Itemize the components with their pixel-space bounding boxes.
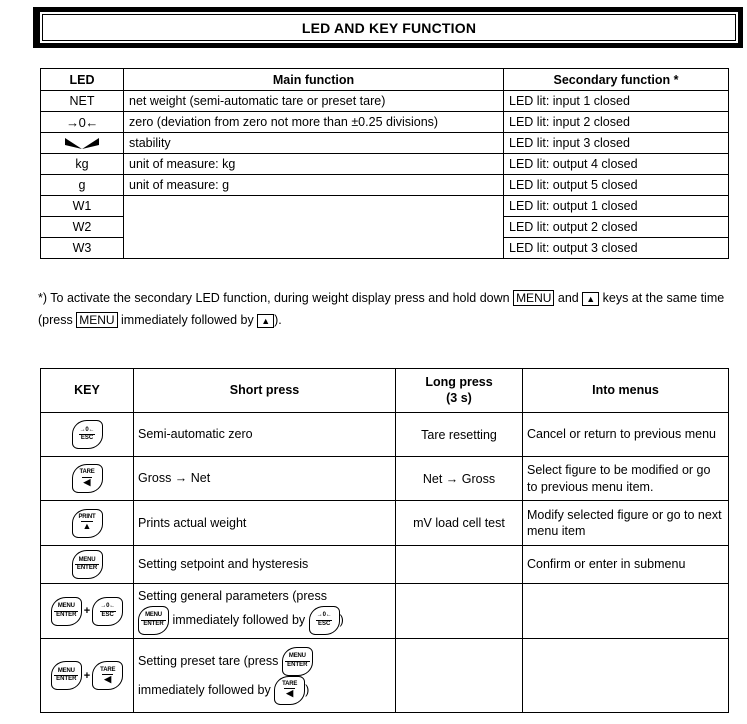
print-key-top-label: PRINT xyxy=(78,513,96,520)
menu-enter-key-icon xyxy=(51,661,82,690)
led-name-zero: →0← xyxy=(41,112,124,133)
table-row xyxy=(41,457,729,501)
table-row xyxy=(41,413,729,457)
table-row xyxy=(41,112,729,133)
footnote-text: immediately followed by xyxy=(117,312,258,327)
led-main-kg: unit of measure: kg xyxy=(124,154,504,175)
footnote-text: and xyxy=(554,291,583,305)
stability-icon xyxy=(64,137,100,150)
led-name-w2: W2 xyxy=(41,217,124,238)
table-row xyxy=(41,584,729,639)
short-press-text: Gross → Net xyxy=(134,457,396,501)
long-press-text: Tare resetting xyxy=(396,413,523,457)
short-press-segment: immediately followed by xyxy=(169,612,309,627)
led-secondary-stability: LED lit: input 3 closed xyxy=(504,133,729,154)
led-name-g: g xyxy=(41,175,124,196)
menu-enter-key-bottom-label: ENTER xyxy=(287,661,308,668)
plus-sign: + xyxy=(83,669,91,682)
zero-esc-key-top-label: →0← xyxy=(79,426,95,433)
led-main-g: unit of measure: g xyxy=(124,175,504,196)
menu-enter-key-cell xyxy=(41,546,134,584)
title-banner xyxy=(33,7,743,48)
long-press-text: Net → Gross xyxy=(396,457,523,501)
tare-key-icon xyxy=(72,464,103,493)
led-name-net: NET xyxy=(41,91,124,112)
menu-enter-key-icon xyxy=(282,647,313,676)
short-press-text: Prints actual weight xyxy=(134,501,396,546)
menu-enter-key-top-label: MENU xyxy=(57,603,75,610)
secondary-function-footnote xyxy=(38,288,744,332)
led-col-header: LED xyxy=(41,69,124,91)
menu-enter-key-icon xyxy=(72,550,103,579)
led-main-zero: zero (deviation from zero not more than ±0.25 divisions) xyxy=(124,112,504,133)
zero-esc-key-icon xyxy=(92,597,123,626)
tare-key-bottom-symbol: ◀ xyxy=(286,688,294,699)
into-menus-text: Modify selected figure or go to next menu item xyxy=(523,501,729,546)
tare-key-top-label: TARE xyxy=(79,469,95,476)
menu-plus-esc-key-cell xyxy=(41,584,134,639)
into-menus-text: Confirm or enter in submenu xyxy=(523,546,729,584)
long-press-col-header xyxy=(396,369,523,413)
zero-esc-key-top-label: →0← xyxy=(100,603,116,610)
long-press-text xyxy=(396,584,523,639)
into-menus-text xyxy=(523,639,729,713)
key-combo xyxy=(51,661,123,690)
menu-key-label: MENU xyxy=(76,312,117,328)
main-function-col-header: Main function xyxy=(124,69,504,91)
tare-key-bottom-symbol: ◀ xyxy=(83,476,91,487)
table-row xyxy=(41,91,729,112)
led-secondary-w3: LED lit: output 3 closed xyxy=(504,238,729,259)
led-name-w3: W3 xyxy=(41,238,124,259)
led-secondary-zero: LED lit: input 2 closed xyxy=(504,112,729,133)
print-key-cell xyxy=(41,501,134,546)
up-arrow-key-icon: ▲ xyxy=(582,292,599,306)
into-menus-text: Cancel or return to previous menu xyxy=(523,413,729,457)
key-table-header-row xyxy=(41,369,729,413)
short-press-text: Setting setpoint and hysteresis xyxy=(134,546,396,584)
short-press-text: Semi-automatic zero xyxy=(134,413,396,457)
footnote-text: ). xyxy=(274,312,282,327)
short-press-segment: ) xyxy=(339,612,344,627)
led-name-kg: kg xyxy=(41,154,124,175)
zero-esc-key-bottom-label: ESC xyxy=(317,620,331,627)
led-name-w1: W1 xyxy=(41,196,124,217)
short-press-col-header: Short press xyxy=(134,369,396,413)
long-press-header-line2: (3 s) xyxy=(446,390,472,405)
footnote-text: *) To activate the secondary LED function, during weight display press and hold down xyxy=(38,291,514,305)
led-secondary-kg: LED lit: output 4 closed xyxy=(504,154,729,175)
secondary-function-col-header: Secondary function * xyxy=(504,69,729,91)
led-secondary-w1: LED lit: output 1 closed xyxy=(504,196,729,217)
long-press-text xyxy=(396,639,523,713)
zero-esc-key-bottom-label: ESC xyxy=(101,611,114,618)
led-main-stability: stability xyxy=(124,133,504,154)
short-press-segment: ) xyxy=(305,682,310,697)
menu-enter-key-bottom-label: ENTER xyxy=(143,620,164,627)
short-press-segment: Setting general parameters (press xyxy=(138,589,327,604)
plus-sign: + xyxy=(83,605,91,618)
led-function-table xyxy=(40,68,729,259)
menu-enter-key-bottom-label: ENTER xyxy=(76,565,98,571)
up-arrow-key-icon: ▲ xyxy=(257,314,274,328)
led-name-stability xyxy=(41,133,124,154)
zero-esc-key-icon xyxy=(309,606,340,635)
into-menus-col-header: Into menus xyxy=(523,369,729,413)
long-press-header-line1: Long press xyxy=(425,374,493,389)
key-combo xyxy=(51,597,123,626)
menu-enter-key-bottom-label: ENTER xyxy=(56,676,77,683)
menu-enter-key-bottom-label: ENTER xyxy=(56,611,77,618)
long-press-text xyxy=(396,546,523,584)
led-main-net: net weight (semi-automatic tare or preset tare) xyxy=(124,91,504,112)
tare-key-top-label: TARE xyxy=(282,680,298,687)
key-function-table xyxy=(40,368,729,713)
table-row xyxy=(41,154,729,175)
page-title: LED AND KEY FUNCTION xyxy=(301,19,477,36)
menu-enter-key-icon xyxy=(51,597,82,626)
key-col-header: KEY xyxy=(41,369,134,413)
menu-enter-key-top-label: MENU xyxy=(57,667,75,674)
short-press-segment: Setting preset tare (press xyxy=(138,653,282,668)
menu-enter-key-top-label: MENU xyxy=(78,556,96,563)
menu-key-label: MENU xyxy=(513,290,554,306)
menu-plus-tare-key-cell xyxy=(41,639,134,713)
zero-esc-key-bottom-label: ESC xyxy=(80,435,94,441)
led-table-header-row xyxy=(41,69,729,91)
tare-key-icon xyxy=(92,661,123,690)
short-press-text xyxy=(134,584,396,639)
table-row xyxy=(41,546,729,584)
short-press-text xyxy=(134,639,396,713)
menu-enter-key-top-label: MENU xyxy=(288,653,306,660)
title-banner-inner xyxy=(42,14,736,41)
table-row xyxy=(41,196,729,217)
short-press-segment: immediately followed by xyxy=(138,682,275,697)
led-main-w-merged xyxy=(124,196,504,259)
led-secondary-net: LED lit: input 1 closed xyxy=(504,91,729,112)
table-row xyxy=(41,175,729,196)
tare-key-bottom-symbol: ◀ xyxy=(104,673,112,684)
into-menus-text: Select figure to be modified or go to previous menu item. xyxy=(523,457,729,501)
table-row xyxy=(41,501,729,546)
long-press-text: mV load cell test xyxy=(396,501,523,546)
tare-key-top-label: TARE xyxy=(100,666,116,673)
table-row xyxy=(41,133,729,154)
table-row xyxy=(41,639,729,713)
tare-key-cell xyxy=(41,457,134,501)
print-key-bottom-symbol: ▲ xyxy=(82,521,92,532)
led-secondary-w2: LED lit: output 2 closed xyxy=(504,217,729,238)
zero-esc-key-cell xyxy=(41,413,134,457)
into-menus-text xyxy=(523,584,729,639)
footnote-text: keys at the same time (press xyxy=(38,291,725,327)
menu-enter-key-icon xyxy=(138,606,169,635)
zero-esc-key-icon xyxy=(72,420,103,449)
led-secondary-g: LED lit: output 5 closed xyxy=(504,175,729,196)
zero-esc-key-top-label: →0← xyxy=(316,612,332,619)
tare-key-icon xyxy=(274,676,305,705)
print-key-icon xyxy=(72,509,103,538)
menu-enter-key-top-label: MENU xyxy=(145,612,162,619)
